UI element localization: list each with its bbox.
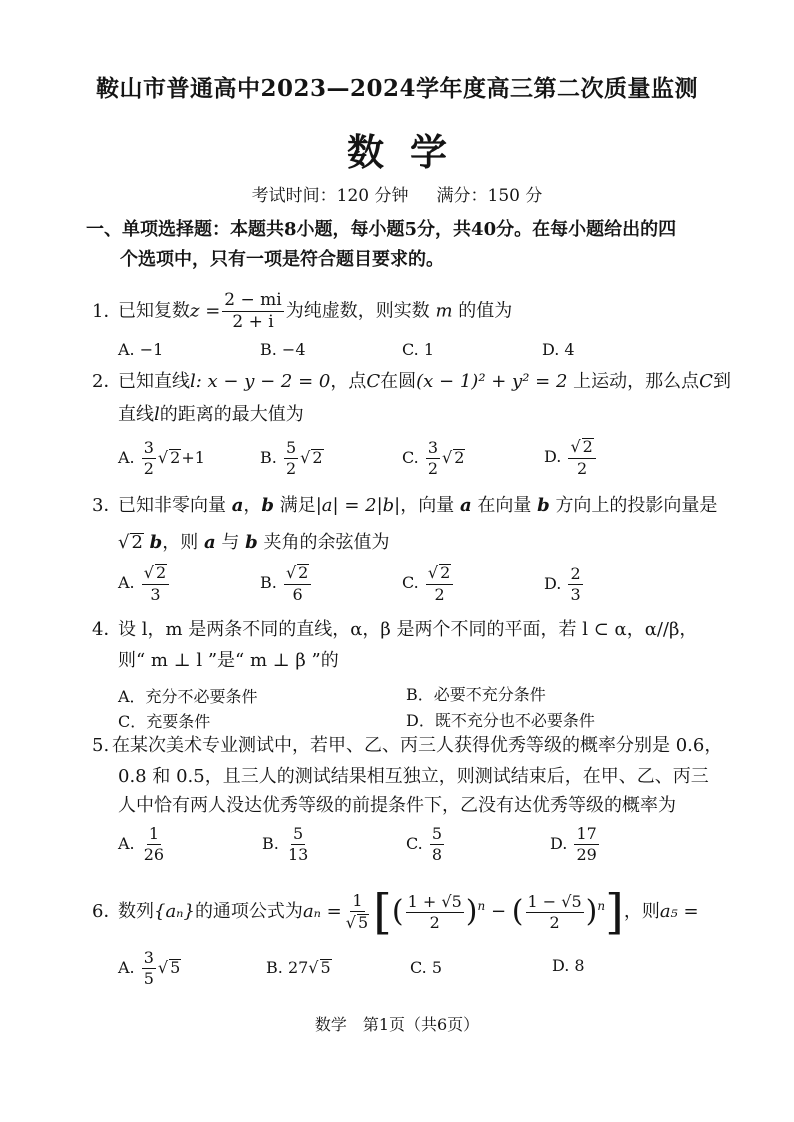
frac-den: 3 [570,585,581,604]
question-3-stem-line2: √ 2 b，则 a 与 b 夹角的余弦值为 [118,532,390,553]
fraction [284,564,311,603]
question-number: 5. [92,735,110,756]
question-number: 4． [92,619,122,640]
radicand: 2 [155,563,167,582]
q6-seq: {aₙ} [154,901,195,922]
q3-text-3: ，向量 [400,495,455,516]
q6-coef-fraction [344,890,371,932]
q2-text-7: 的距离的最大值为 [159,404,304,425]
question-5-stem-line1 [92,736,722,756]
frac-num: √ 2 [284,564,311,585]
q1-fraction [222,292,283,331]
left-paren: ( [391,894,404,929]
fraction [142,950,156,987]
q6-minus: − [490,901,507,922]
q6-exponent: n [477,899,486,913]
frac-num: √ 2 [426,564,453,585]
q6-ask: a₅ = [659,901,699,922]
q6-text: 数列 [118,901,154,922]
fraction [142,826,166,863]
coefficient: 27 [287,958,309,977]
radicand: 2 [312,448,323,467]
q2-text-5: 到 [712,371,731,392]
q6-option-d[interactable]: D. 8 [552,956,585,975]
q5-option-a[interactable] [118,826,168,863]
option-label: B. [260,448,277,467]
q1-option-c[interactable]: C. 1 [402,340,435,359]
right-bracket: ] [605,884,624,940]
q2-text-2: ，点 [330,371,367,392]
q3-vec-b4: b [245,532,258,553]
question-number: 3． [92,495,122,516]
q1-text-2: 为纯虚数，则实数 [285,300,430,322]
frac-den: 6 [292,584,303,604]
section-heading [86,215,726,275]
question-6-stem [92,884,699,940]
q6-term2-fraction [526,891,584,932]
fraction [284,440,298,477]
exam-score: 满分：150 分 [436,186,543,206]
question-5-stem-line3: 人中恰有两人没达优秀等级的前提条件下，乙没有达优秀等级的概率为 [118,795,676,816]
q2-option-d[interactable] [544,438,598,477]
q3-condition: |a| = 2|b| [315,495,401,516]
question-number: 1． [92,300,122,322]
q3-text-5: 方向上的投影向量是 [555,495,718,516]
question-number: 6． [92,901,122,922]
question-2-stem-line1 [92,372,731,392]
q3-option-a[interactable] [118,564,171,603]
q1-option-b[interactable]: B. −4 [260,340,306,359]
frac-num: 17 [576,824,597,843]
q4-text: 设 l，m 是两条不同的直线，α，β 是两个不同的平面，若 l ⊂ α，α//β， [118,619,698,640]
subject-title: 数学 [347,130,473,174]
question-4-stem-line1 [92,620,697,640]
right-paren-2: ) [585,894,598,929]
q1-var: m [435,300,453,322]
q1-expr-lhs: z = [190,300,221,322]
q1-option-d[interactable]: D. 4 [542,340,575,359]
q2-var-c: C [366,371,381,392]
frac-num: √ 2 [142,564,169,585]
option-label: A. [118,834,135,853]
frac-den: 2 [427,459,439,478]
q6-lhs: aₙ = [302,901,342,922]
fraction [426,564,453,603]
q3-vec-a: a [231,495,244,516]
exam-time: 考试时间：120 分钟 [251,186,409,206]
exam-meta [0,181,794,206]
frac-num: 5 [431,824,443,843]
radicand: 2 [170,448,181,467]
frac-den: 3 [150,584,161,604]
frac-den: 2 [429,912,440,932]
frac-den: 2 [143,459,154,478]
exam-title: 鞍山市普通高中2023—2024学年度高三第二次质量监测 [95,75,699,102]
option-label: B. [262,834,279,853]
q6-option-a[interactable]: A. $\frac{3}{5}$ √ 5 [118,948,181,988]
q1-frac-num: 2 − mi [224,290,282,310]
frac-num: 5 [285,438,297,457]
frac-num: 1 [148,824,159,843]
q3-text: 已知非零向量 [118,495,226,516]
q6-text-3: ，则 [623,901,660,922]
q3-sep: ， [243,495,262,516]
frac-den: 5 [143,969,154,988]
radicand: 2 [454,448,465,467]
radicand: 2 [582,437,593,456]
frac-num: 3 [427,438,439,457]
q6-term1-fraction [406,891,464,932]
q3-vec-a3: a [204,532,216,553]
frac-num: 3 [143,438,154,457]
q6-text-2: 的通项公式为 [194,901,303,922]
fraction [142,564,169,603]
q5-option-c[interactable] [406,826,446,863]
option-label: D. [544,574,562,593]
frac-num: 5 [293,824,304,843]
frac-num: √ 2 [568,438,595,459]
q2-option-a[interactable]: A. $\frac{3}{2}$ √ 2+1 [118,438,205,478]
q2-text-3: 在圆 [380,371,417,392]
question-2-stem-line2 [118,405,304,425]
fraction [574,826,598,863]
question-number: 2． [92,371,122,392]
option-label: D. [550,834,568,853]
option-label: B. [260,572,277,592]
q2-var-l2: l [154,404,160,425]
option-label: D. [544,446,562,466]
frac-den: 2 [577,458,588,478]
right-paren: ) [465,894,478,929]
option-label: A. [118,572,135,592]
q3-text-7: 与 [221,532,240,553]
q1-text-3: 的值为 [458,300,513,322]
q1-text: 已知复数 [118,300,190,322]
q4-option-c[interactable]: C．充要条件 [118,712,211,731]
option-label: C. [402,448,419,467]
q6-option-c[interactable]: C. 5 [410,958,443,977]
frac-den: 2 [434,584,445,604]
q4-option-d[interactable]: D．既不充分也不必要条件 [406,711,595,730]
q2-circle-eq: (x − 1)² + y² = 2 [416,371,568,392]
q4-option-a[interactable]: A．充分不必要条件 [118,687,258,706]
radicand: 2 [440,563,451,582]
radicand: 2 [298,563,309,582]
radicand: 5 [170,958,181,977]
q4-option-b[interactable]: B．必要不充分条件 [406,685,546,704]
q5-option-d[interactable] [550,826,601,863]
q3-text-4: 在向量 [477,495,532,516]
q6-exponent-2: n [597,899,606,913]
q1-frac-den: 2 + i [232,312,274,332]
frac-num: 3 [143,948,154,967]
q3-vec-b: b [261,495,274,516]
q2-text: 已知直线 [118,371,190,392]
q3-text-2: 满足 [279,495,316,516]
frac-num: 1 + √5 [407,891,462,911]
question-3-stem-line1 [92,496,717,516]
q5-option-b[interactable] [262,826,312,863]
left-paren-2: ( [511,894,524,929]
option-label: C. [406,834,423,853]
q3-vec-b3: b [149,532,163,553]
q2-line-eq: : x − y − 2 = 0 [195,371,331,392]
question-4-stem-line2: 则“ m ⊥ l ”是“ m ⊥ β ”的 [118,650,339,671]
q3-vec-a2: a [459,495,472,516]
fraction [286,826,310,863]
fraction [430,826,444,863]
frac-num: 2 [570,564,581,583]
option-label: C. [402,572,419,592]
option-label: A. [118,958,135,977]
question-5-stem-line2: 0.8 和 0.5，且三人的测试结果相互独立，则测试结束后，在甲、乙、丙三 [118,766,709,787]
frac-den: 26 [143,845,165,864]
left-bracket: [ [373,884,392,940]
frac-den: 2 [285,459,297,478]
q2-text-4: 上运动，那么点 [567,371,700,392]
q2-var-l: l [190,371,196,392]
fraction [426,440,440,477]
frac-den: 2 [549,912,560,932]
frac-num: 1 − √5 [527,891,582,911]
option-label: B. [266,958,283,977]
fraction [568,566,582,603]
q1-option-a[interactable]: A. −1 [118,340,164,359]
q3-option-b[interactable] [260,564,313,603]
radicand: 5 [320,958,331,977]
radicand: 2 [131,532,143,553]
q6-option-b[interactable]: B. 27√ 5 [266,958,331,977]
radicand: 5 [357,912,369,932]
option-label: A. [118,448,135,467]
frac-den: √ 5 [345,912,369,932]
fraction [568,438,595,477]
q3-option-d[interactable] [544,566,585,603]
q3-text-6: ，则 [162,532,199,553]
q3-text-8: 夹角的余弦值为 [263,532,390,553]
fraction [142,440,156,477]
q3-vec-b2: b [537,495,550,516]
q3-option-c[interactable] [402,564,455,603]
page-footer: 数学 第1页（共6页） [314,1015,480,1034]
q2-text-6: 直线 [118,404,154,425]
frac-num: 1 [352,890,363,910]
section-heading-line2: 个选项中，只有一项是符合题目要求的。 [120,249,444,270]
question-1-stem [92,292,512,331]
frac-den: 29 [576,845,597,864]
q5-text-1: 在某次美术专业测试中，若甲、乙、丙三人获得优秀等级的概率分别是 0.6， [112,735,723,756]
frac-den: 8 [431,845,443,864]
section-heading-line1: 一、单项选择题：本题共8小题，每小题5分，共40分。在每小题给出的四 [86,219,677,240]
q2-var-c2: C [699,371,713,392]
q2-option-c[interactable]: C. $\frac{3}{2}$ √ 2 [402,438,465,478]
option-tail: +1 [181,448,205,467]
frac-den: 13 [287,845,309,864]
q2-option-b[interactable]: B. $\frac{5}{2}$ √ 2 [260,438,323,478]
